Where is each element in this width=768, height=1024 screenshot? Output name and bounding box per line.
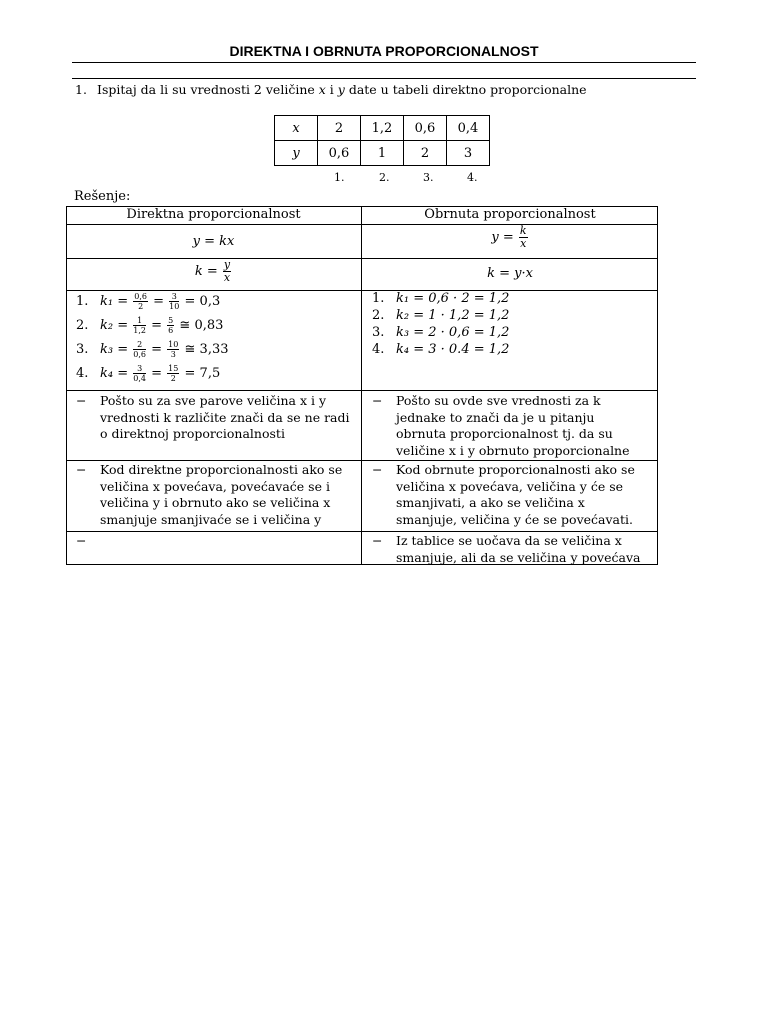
denominator: 0,6	[133, 350, 146, 359]
denominator: 10	[169, 302, 180, 311]
result: 7,5	[199, 366, 221, 381]
column-number-4: 4.	[467, 171, 478, 184]
text-line: smanjuje smanjivaće se i veličina y	[100, 511, 322, 527]
task-var-x: x	[318, 82, 326, 97]
header-direct: Direktna proporcionalnost	[126, 207, 301, 222]
line-text: Kod obrnute proporcionalnosti ako se	[396, 462, 635, 477]
item-number: 3.	[76, 342, 89, 357]
list-item: 3. k₃ = $\frac{2}{0,6}$ = $\frac{10}{3}$ ≅ 3,33	[76, 340, 229, 359]
task-statement	[75, 82, 587, 97]
cell-y-2: 1	[361, 141, 404, 166]
line-text: Iz tablice se uočava da se veličina x	[396, 533, 622, 548]
inverse-note-1	[372, 393, 630, 459]
row-label-y: y	[275, 141, 318, 166]
numerator: y	[223, 258, 231, 271]
text-line	[372, 393, 630, 410]
direct-note-1	[76, 393, 350, 443]
line-text: Pošto su ovde sve vrednosti za k	[396, 393, 601, 408]
denominator: 6	[168, 326, 174, 335]
result: 0,83	[194, 318, 224, 333]
dash-bullet: −	[76, 393, 87, 408]
direct-note-3	[76, 533, 100, 550]
formula-text: y = kx	[192, 234, 235, 249]
list-item: 1. k₁ = $\frac{0,6}{2}$ = $\frac{3}{10}$ = 0,3	[76, 292, 221, 311]
direct-note-2	[76, 462, 342, 528]
inverse-calc-list	[372, 291, 509, 359]
list-item: 2. k₂ = $\frac{1}{1,2}$ = $\frac{5}{6}$ ≅ 0,83	[76, 316, 224, 335]
inverse-note-3	[372, 533, 640, 566]
item-number: 2.	[372, 308, 385, 323]
text-line: smanjuje, ali da se veličina y povećava	[396, 549, 641, 565]
direct-formula-k-y-over-x	[66, 259, 361, 284]
text-line: veličine x i y obrnuto proporcionalne	[396, 442, 630, 458]
direct-formula-y-kx	[66, 234, 361, 250]
fraction	[223, 259, 231, 284]
denominator: 2	[170, 374, 176, 383]
cell-y-1: 0,6	[318, 141, 361, 166]
item-number: 2.	[76, 318, 89, 333]
text-line	[372, 533, 640, 550]
denominator: 3	[170, 350, 176, 359]
numerator: 10	[168, 340, 179, 349]
column-number-2: 2.	[379, 171, 390, 184]
cell-x-3: 0,6	[404, 116, 447, 141]
dash-bullet: −	[372, 393, 383, 408]
header-inverse: Obrnuta proporcionalnost	[424, 207, 596, 222]
inverse-note-2	[372, 462, 635, 528]
numerator: 1	[133, 316, 146, 326]
list-item	[372, 342, 509, 359]
denominator: x	[520, 237, 527, 250]
task-text-c: date u tabeli direktno proporcionalne	[348, 82, 587, 97]
text-line	[76, 462, 342, 479]
cell-x-1: 2	[318, 116, 361, 141]
calc-text: k₃ = 2 · 0,6 = 1,2	[396, 325, 510, 340]
numerator: 3	[169, 292, 179, 302]
table-row-x	[275, 116, 490, 141]
task-number: 1.	[75, 82, 87, 97]
relation: ≅	[179, 318, 191, 333]
result: 3,33	[199, 342, 229, 357]
numerator: 15	[168, 364, 179, 373]
formula-text: k = y·x	[487, 266, 533, 281]
list-item	[372, 308, 509, 325]
k-label: k₁ =	[100, 294, 129, 309]
denominator: 2	[138, 302, 144, 311]
cell-x-4: 0,4	[447, 116, 490, 141]
text-line	[76, 393, 350, 410]
column-divider	[361, 206, 362, 565]
numerator: 3	[133, 364, 146, 374]
item-number: 1.	[372, 291, 385, 306]
list-item	[372, 291, 509, 308]
text-line	[372, 462, 635, 479]
fraction	[133, 316, 146, 335]
denominator: 0,4	[133, 374, 146, 383]
fraction	[167, 364, 179, 383]
calc-text: k₄ = 3 · 0.4 = 1,2	[396, 342, 510, 357]
page-title: DIREKTNA I OBRNUTA PROPORCIONALNOST	[229, 43, 539, 59]
text-line: smanjivati, a ako se veličina x	[396, 495, 585, 510]
line-text: Kod direktne proporcionalnosti ako se	[100, 462, 343, 477]
title-rule-top	[72, 62, 696, 63]
line-text: Pošto su za sve parove veličina x i y	[100, 393, 327, 408]
row-divider	[66, 531, 658, 532]
text-line: veličina y i obrnuto ako se veličina x	[100, 495, 331, 510]
fraction	[133, 292, 148, 311]
text-line: obrnuta proporcionalnost tj. da su	[396, 426, 613, 441]
values-table	[274, 115, 490, 166]
calc-text: k₁ = 0,6 · 2 = 1,2	[396, 291, 510, 306]
k-label: k₄ =	[100, 366, 129, 381]
dash-bullet: −	[372, 533, 383, 548]
numerator: 5	[168, 316, 174, 325]
calc-text: k₂ = 1 · 1,2 = 1,2	[396, 308, 510, 323]
task-text-a: Ispitaj da li su vrednosti 2 veličine	[97, 82, 315, 97]
list-item	[372, 325, 509, 342]
k-label: k₂ =	[100, 318, 129, 333]
text-line	[76, 533, 100, 550]
text-line: veličina x povećava, veličina y će se	[396, 478, 624, 494]
relation: =	[184, 294, 196, 309]
relation: ≅	[184, 342, 196, 357]
task-var-y: y	[337, 82, 345, 97]
numerator: 2	[133, 340, 146, 350]
inverse-formula-y-k-over-x	[362, 225, 658, 250]
result: 0,3	[199, 294, 221, 309]
fraction	[167, 340, 179, 359]
row-divider	[66, 290, 658, 291]
cell-y-4: 3	[447, 141, 490, 166]
column-number-3: 3.	[423, 171, 434, 184]
fraction	[519, 225, 528, 250]
fraction	[169, 292, 179, 311]
text-line: veličina x povećava, povećavaće se i	[100, 478, 330, 494]
inverse-formula-k-yx	[362, 266, 658, 282]
item-number: 4.	[372, 342, 385, 357]
dash-bullet: −	[372, 462, 383, 477]
list-item: 4. k₄ = $\frac{3}{0,4}$ = $\frac{15}{2}$ = 7,5	[76, 364, 221, 383]
formula-lhs: y =	[491, 230, 514, 245]
fraction	[167, 316, 174, 335]
text-line: o direktnoj proporcionalnosti	[100, 426, 285, 441]
fraction	[133, 364, 146, 383]
row-divider	[66, 460, 658, 461]
direct-calc-list	[76, 292, 229, 388]
denominator: x	[223, 271, 231, 284]
relation: =	[184, 366, 196, 381]
cell-x-2: 1,2	[361, 116, 404, 141]
item-number: 1.	[76, 294, 89, 309]
cell-y-3: 2	[404, 141, 447, 166]
task-text-b: i	[329, 82, 334, 97]
text-line: vrednosti k različite znači da se ne radi	[100, 409, 350, 425]
solution-table	[66, 206, 658, 565]
solution-label: Rešenje:	[74, 189, 131, 204]
k-label: k₃ =	[100, 342, 129, 357]
dash-bullet: −	[76, 533, 87, 548]
numerator: k	[519, 224, 527, 237]
row-divider	[66, 390, 658, 391]
column-number-1: 1.	[334, 171, 345, 184]
text-line: smanjuje, veličina y će se povećavati.	[396, 511, 633, 527]
fraction	[133, 340, 146, 359]
numerator: 0,6	[134, 292, 147, 301]
row-label-x: x	[275, 116, 318, 141]
formula-lhs: k =	[194, 264, 218, 279]
item-number: 3.	[372, 325, 385, 340]
denominator: 1,2	[133, 326, 146, 335]
table-row-y	[275, 141, 490, 166]
item-number: 4.	[76, 366, 89, 381]
title-rule-bottom	[72, 78, 696, 79]
dash-bullet: −	[76, 462, 87, 477]
text-line: jednake to znači da je u pitanju	[396, 409, 595, 425]
